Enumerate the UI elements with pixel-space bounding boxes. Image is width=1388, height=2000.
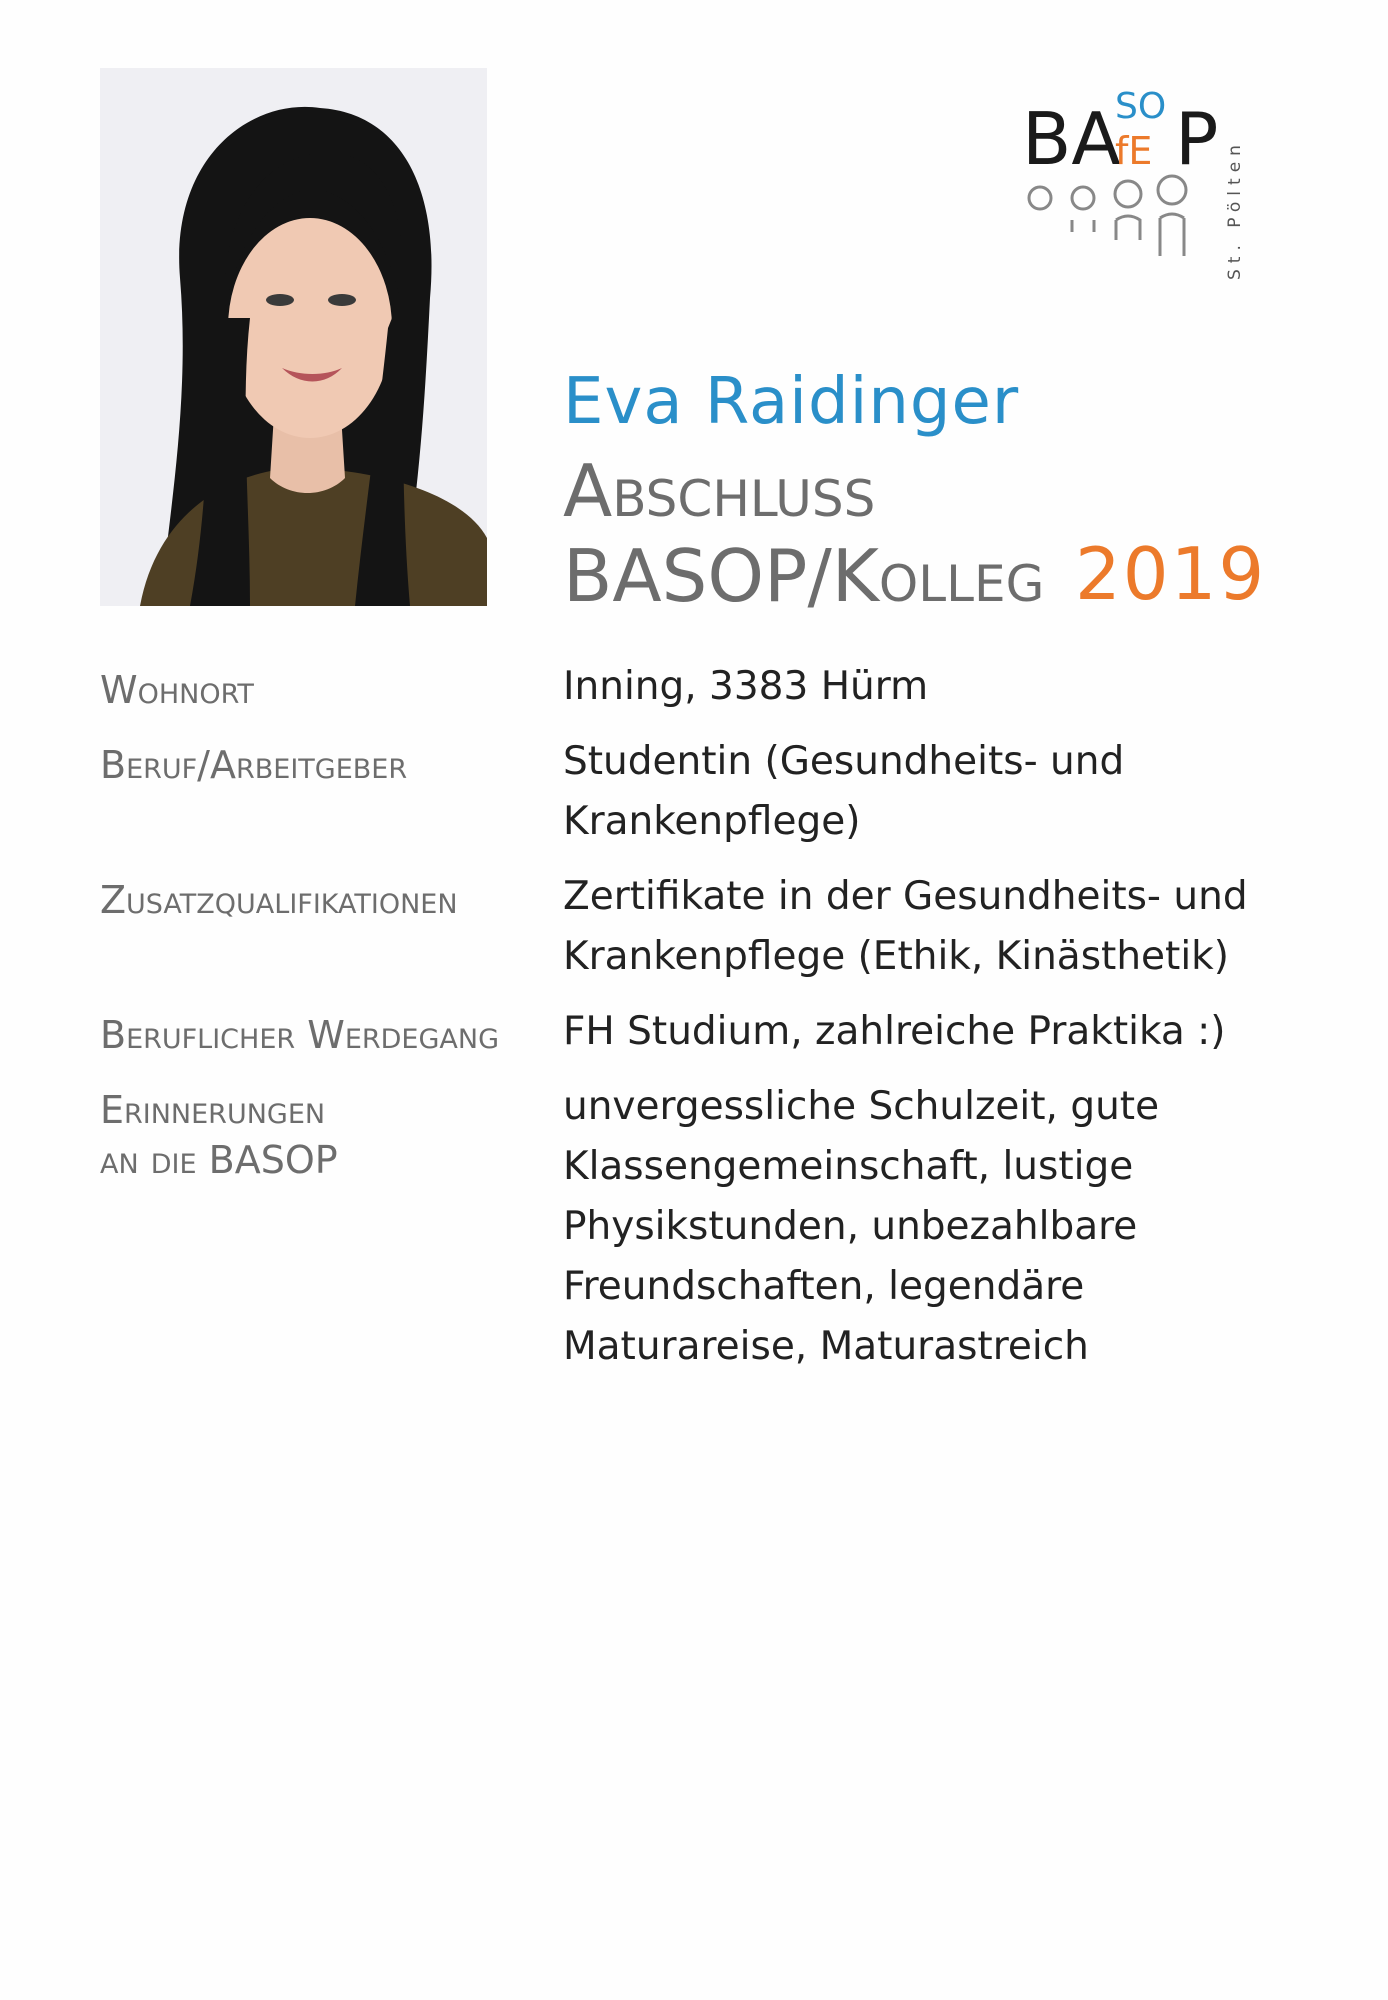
svg-text:SO: SO bbox=[1115, 86, 1167, 127]
label-erinnerungen-line-2: an die BASOP bbox=[100, 1138, 338, 1182]
svg-text:St. Pölten: St. Pölten bbox=[1225, 139, 1245, 280]
svg-text:P: P bbox=[1175, 97, 1219, 181]
label-erinnerungen-line-1: Erinnerungen bbox=[100, 1088, 326, 1132]
graduation-year: 2019 bbox=[1075, 532, 1267, 616]
value-erinnerungen: unvergessliche Schulzeit, gute Klassengemeinschaft, lustige Physikstunden, unbezahlbare Freundschaften, legendäre Maturareise, Maturastreich bbox=[563, 1084, 1160, 1369]
value-wohnort: Inning, 3383 Hürm bbox=[563, 664, 929, 709]
basop-logo bbox=[1000, 60, 1270, 290]
value-beruf: Studentin (Gesundheits- und Krankenpflege) bbox=[563, 739, 1125, 844]
svg-text:fE: fE bbox=[1115, 129, 1153, 173]
title-line-2: BASOP/Kolleg bbox=[563, 534, 1045, 618]
value-werdegang: FH Studium, zahlreiche Praktika :) bbox=[563, 1009, 1226, 1054]
portrait-photo bbox=[100, 68, 487, 606]
label-erinnerungen bbox=[100, 1085, 540, 1185]
title-line-1: Abschluss bbox=[563, 449, 876, 533]
label-wohnort: Wohnort bbox=[100, 668, 254, 712]
person-name: Eva Raidinger bbox=[563, 365, 1020, 439]
label-beruf: Beruf/Arbeitgeber bbox=[100, 743, 408, 787]
label-zusatzqualifikationen: Zusatzqualifikationen bbox=[100, 878, 458, 922]
value-zusatzqualifikationen: Zertifikate in der Gesundheits- und Krankenpflege (Ethik, Kinästhetik) bbox=[563, 874, 1248, 979]
label-werdegang: Beruflicher Werdegang bbox=[100, 1013, 499, 1057]
svg-text:BA: BA bbox=[1022, 97, 1121, 181]
